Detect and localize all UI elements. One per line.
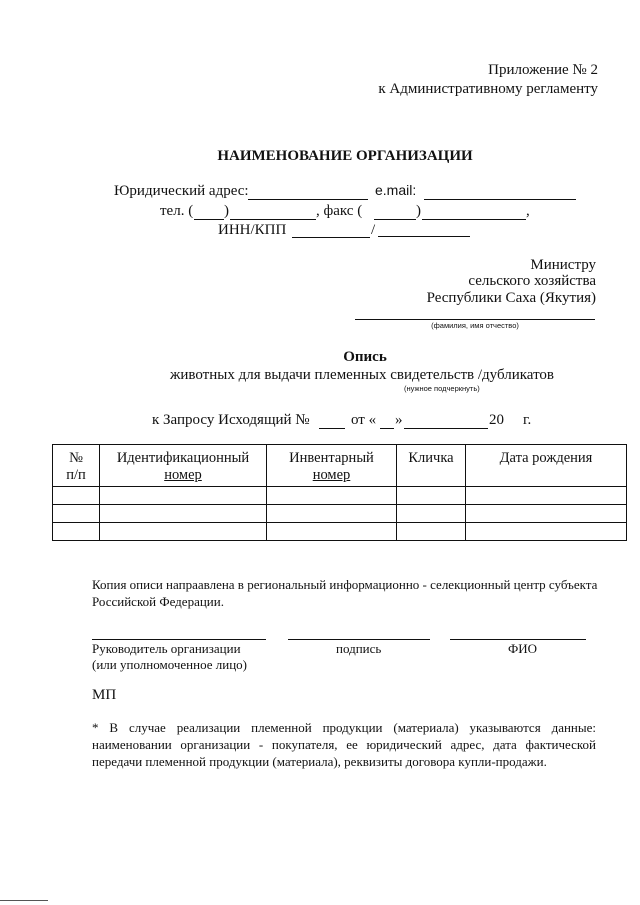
inventory-table <box>52 444 627 541</box>
footnote: * В случае реализации племенной продукции (материала) указываются данные: наименовании организации - покупателя, ее юридический адрес, дата фактической передачи племенной продукции (материала), реквизиты договора купли-продажи. <box>92 720 596 769</box>
fax-label: , факс ( <box>316 203 363 219</box>
fax-comma: , <box>526 203 530 219</box>
table-cell[interactable] <box>53 487 100 505</box>
request-month-field[interactable] <box>404 428 488 429</box>
table-row <box>53 505 627 523</box>
organization-title: НАИМЕНОВАНИЕ ОРГАНИЗАЦИИ <box>217 148 473 164</box>
head-label: Руководитель организации <box>92 641 241 656</box>
phone-code-field[interactable] <box>194 219 224 220</box>
column-header-number: № п/п <box>53 445 100 487</box>
inventory-subtitle: животных для выдачи племенных свидетельств /дубликатов <box>170 367 555 383</box>
request-year: 20 <box>489 412 504 428</box>
head-signature-field[interactable] <box>92 639 266 640</box>
request-year-suffix: г. <box>523 412 532 428</box>
table-row <box>53 487 627 505</box>
email-label: e.mail: <box>375 182 417 198</box>
table-row <box>53 523 627 541</box>
addressee-republic: Республики Саха (Якутия) <box>426 290 596 306</box>
legal-address-label: Юридический адрес: <box>114 183 249 199</box>
request-from: от « <box>351 412 377 428</box>
page-edge-mark <box>0 900 48 901</box>
inn-kpp-separator: / <box>371 222 376 238</box>
phone-label: тел. ( <box>160 203 194 219</box>
table-cell[interactable] <box>267 505 397 523</box>
table-cell[interactable] <box>466 487 627 505</box>
column-header-ident-number: Идентификационный номер <box>100 445 267 487</box>
underline-hint: (нужное подчеркнуть) <box>404 384 480 393</box>
table-cell[interactable] <box>100 487 267 505</box>
fio-label: ФИО <box>508 641 538 656</box>
appendix-regulation: к Административному регламенту <box>378 81 598 97</box>
inn-field[interactable] <box>292 237 370 238</box>
table-cell[interactable] <box>100 523 267 541</box>
request-number-field[interactable] <box>319 428 345 429</box>
copy-note-line2: Российской Федерации. <box>92 594 224 609</box>
table-cell[interactable] <box>397 487 466 505</box>
minister-name-field[interactable] <box>355 319 595 320</box>
appendix-number: Приложение № 2 <box>488 62 598 78</box>
table-header-row <box>53 445 627 487</box>
column-header-inventory-number: Инвентарный номер <box>267 445 397 487</box>
table-cell[interactable] <box>100 505 267 523</box>
kpp-field[interactable] <box>378 236 470 237</box>
head-label-alt: (или уполномоченное лицо) <box>92 657 247 672</box>
inn-kpp-label: ИНН/КПП <box>218 222 287 238</box>
request-day-field[interactable] <box>380 428 394 429</box>
table-cell[interactable] <box>397 523 466 541</box>
table-cell[interactable] <box>267 487 397 505</box>
legal-address-field[interactable] <box>248 199 368 200</box>
signature-label: подпись <box>336 641 382 656</box>
copy-note-line1: Копия описи напраавлена в региональный информационно - селекционный центр субъекта <box>92 577 598 592</box>
addressee-minister: Министру <box>530 257 596 273</box>
stamp-label: МП <box>92 687 117 703</box>
table-cell[interactable] <box>267 523 397 541</box>
phone-number-field[interactable] <box>230 219 316 220</box>
fax-code-field[interactable] <box>374 219 416 220</box>
table-cell[interactable] <box>466 523 627 541</box>
email-field[interactable] <box>424 199 576 200</box>
table-cell[interactable] <box>397 505 466 523</box>
addressee-ministry: сельского хозяйства <box>468 273 596 289</box>
table-cell[interactable] <box>53 505 100 523</box>
table-cell[interactable] <box>466 505 627 523</box>
phone-code-close: ) <box>224 203 229 219</box>
minister-name-hint: (фамилия, имя отчество) <box>431 321 519 330</box>
column-header-nickname: Кличка <box>397 445 466 487</box>
request-day-close: » <box>395 412 403 428</box>
column-header-birth-date: Дата рождения <box>466 445 627 487</box>
fio-field[interactable] <box>450 639 586 640</box>
fax-number-field[interactable] <box>422 219 526 220</box>
table-cell[interactable] <box>53 523 100 541</box>
signature-field[interactable] <box>288 639 430 640</box>
inventory-title: Опись <box>343 349 387 365</box>
fax-code-close: ) <box>416 203 421 219</box>
request-prefix: к Запросу Исходящий № <box>152 412 310 428</box>
